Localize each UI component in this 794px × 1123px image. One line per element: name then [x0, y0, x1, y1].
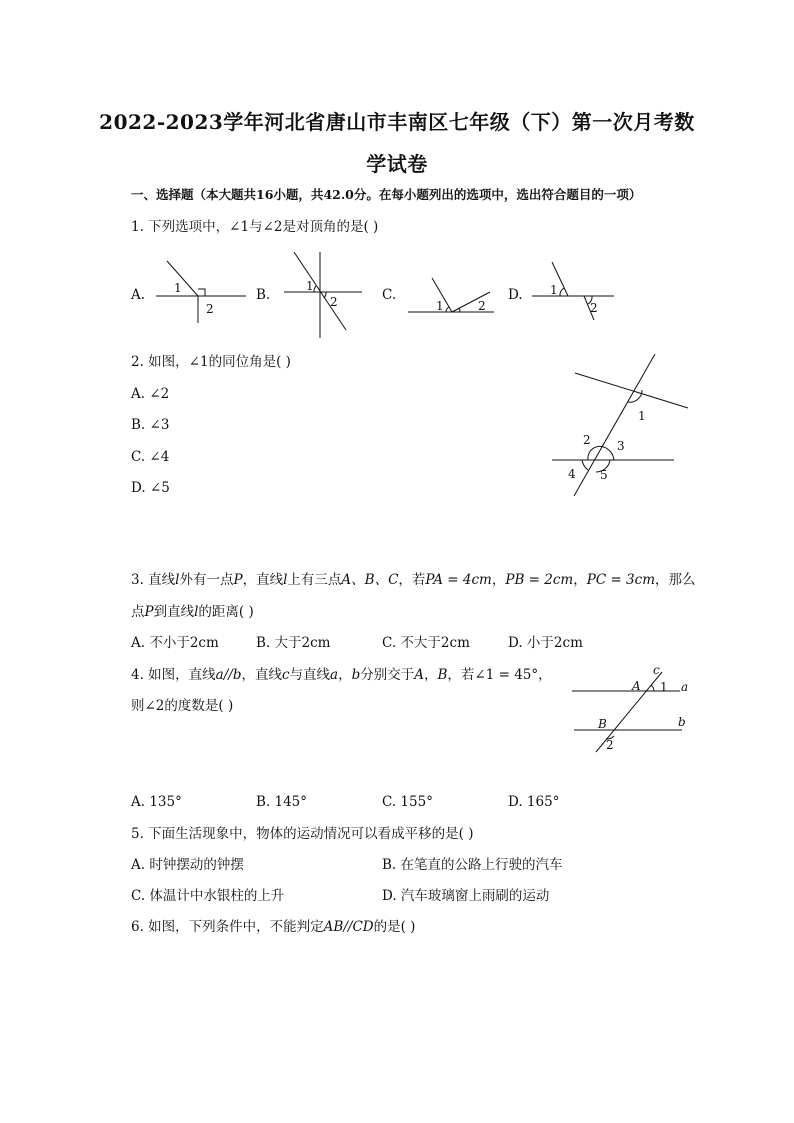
q3-l1: l — [175, 572, 180, 588]
q1d-label-2: 2 — [590, 301, 598, 315]
q3-option-b[interactable]: B. 大于2cm — [256, 635, 331, 651]
q4-figure — [568, 660, 698, 755]
q3-PC: PC = 3cm — [586, 572, 655, 588]
q6-stem-b: 的是( ) — [373, 919, 416, 935]
q3-option-c[interactable]: C. 不大于2cm — [382, 635, 470, 651]
q3-line2-l: l — [194, 604, 199, 620]
q4-stem-g: ，若 — [447, 667, 475, 683]
q3-stem-f: ，那么 — [655, 572, 696, 588]
exam-title-line2: 学试卷 — [366, 152, 428, 176]
q1-figure-c — [404, 268, 499, 318]
q4-label-B: B — [598, 717, 607, 731]
q4-label-A: A — [632, 679, 641, 693]
q3-stem-b: 外有一点 — [179, 572, 234, 588]
q4-ab: a//b — [215, 667, 242, 683]
q4-stem-e: 分别交于 — [360, 667, 415, 683]
q3-stem-a: 3. 直线 — [131, 572, 176, 588]
q4-option-a[interactable]: A. 135° — [131, 794, 182, 810]
q2-arc-2 — [588, 446, 606, 460]
q4-label-b: b — [678, 715, 686, 729]
q3-line2-c: 的距离( ) — [198, 604, 254, 620]
q5-stem: 5. 下面生活现象中，物体的运动情况可以看成平移的是( ) — [131, 826, 474, 842]
q4-option-c[interactable]: C. 155° — [382, 794, 433, 810]
q4-stem-line2: 则∠2的度数是( ) — [131, 698, 234, 714]
q2-label-3: 3 — [617, 439, 625, 453]
q2-label-1: 1 — [638, 409, 646, 423]
q2-transversal — [574, 354, 655, 496]
q4-arc-1 — [651, 685, 654, 691]
q5-option-a[interactable]: A. 时钟摆动的钟摆 — [131, 857, 244, 873]
q3-l2: l — [283, 572, 288, 588]
q3-stem-line1: 3. 直线l外有一点P，直线l上有三点A、B、C，若PA = 4cm，PB = 2cm，PC = 3cm，那么 — [131, 572, 696, 588]
q1c-label-1: 1 — [436, 299, 444, 313]
section-suffix: 分。在每小题列出的选项中，选出符合题目的一项） — [353, 187, 642, 202]
q1a-label-2: 2 — [206, 302, 214, 316]
q2-label-4: 4 — [568, 467, 576, 481]
q4-A: A — [414, 667, 424, 683]
q1-option-b-label[interactable]: B. — [256, 287, 271, 303]
q4-angle: ∠1 = 45° — [474, 667, 539, 683]
q4-stem-h: ， — [538, 667, 552, 683]
q1a-label-1: 1 — [174, 281, 182, 295]
q4-B: B — [437, 667, 448, 683]
q1a-oblique-ray — [167, 261, 198, 296]
q2-label-5: 5 — [600, 468, 608, 482]
q1b-label-1: 1 — [306, 279, 314, 293]
q3-stem-d: 上有三点 — [287, 572, 342, 588]
q3-stem-line2 — [131, 603, 254, 621]
q1-figure-b — [282, 250, 372, 340]
q4-stem-b: ，直线 — [241, 667, 282, 683]
q1-figure-d — [530, 258, 620, 323]
q3-line2-a: 点 — [131, 604, 145, 620]
q6-ab: AB//CD — [323, 919, 374, 935]
q1c-arc-1 — [446, 307, 449, 312]
q4-c: c — [281, 667, 290, 683]
q3-PB: PB = 2cm — [505, 572, 574, 588]
q4-a: a — [330, 667, 339, 683]
q5-option-b[interactable]: B. 在笔直的公路上行驶的汽车 — [382, 857, 563, 873]
q3-line2-P: P — [144, 604, 154, 620]
q4-stem-a: 4. 如图，直线 — [131, 667, 216, 683]
exam-title-line1: 2022-2023学年河北省唐山市丰南区七年级（下）第一次月考数 — [99, 110, 695, 134]
q1c-arc-2 — [459, 308, 460, 312]
section-score: 42.0 — [323, 187, 354, 202]
q3-option-d[interactable]: D. 小于2cm — [508, 635, 583, 651]
q4-stem-d: ， — [338, 667, 352, 683]
q2-upper-line — [575, 373, 688, 408]
q6-stem-a: 6. 如图，下列条件中，不能判定 — [131, 919, 324, 935]
q5-option-c[interactable]: C. 体温计中水银柱的上升 — [131, 888, 285, 904]
q4-label-c: c — [653, 663, 660, 677]
q1-figure-a — [150, 255, 250, 325]
q4-option-b[interactable]: B. 145° — [256, 794, 308, 810]
q1-option-d-label[interactable]: D. — [508, 287, 523, 303]
q1a-right-angle-mark — [198, 289, 205, 296]
section-count: 16 — [256, 187, 274, 202]
section-mid: 小题，共 — [273, 187, 324, 202]
q1-stem: 1. 下列选项中，∠1与∠2是对顶角的是( ) — [131, 219, 379, 235]
q4-label-1: 1 — [660, 680, 668, 694]
q5-option-d[interactable]: D. 汽车玻璃窗上雨刷的运动 — [382, 888, 550, 904]
q6-stem — [131, 918, 415, 936]
q2-label-2: 2 — [583, 433, 591, 447]
q4-option-d[interactable]: D. 165° — [508, 794, 560, 810]
q2-figure — [548, 350, 693, 500]
section-prefix: 一、选择题（本大题共 — [131, 187, 257, 202]
q1b-arc-1 — [314, 286, 316, 292]
q2-arc-4 — [582, 460, 588, 470]
q3-ABC: A、B、C — [341, 572, 399, 588]
q2-option-d[interactable]: D. ∠5 — [131, 480, 170, 496]
q4-stem-c: 与直线 — [289, 667, 331, 683]
q1b-label-2: 2 — [330, 295, 338, 309]
q3-P: P — [233, 572, 243, 588]
q2-stem: 2. 如图，∠1的同位角是( ) — [131, 354, 291, 370]
q4-b: b — [351, 667, 361, 683]
q3-option-a[interactable]: A. 不小于2cm — [131, 635, 219, 651]
q2-option-c[interactable]: C. ∠4 — [131, 449, 170, 465]
section-heading — [131, 186, 641, 204]
q1-option-c-label[interactable]: C. — [382, 287, 397, 303]
q1b-arc-2 — [324, 292, 326, 298]
q4-stem-f: ， — [424, 667, 438, 683]
q4-label-a: a — [681, 680, 689, 694]
q1d-label-1: 1 — [550, 283, 558, 297]
q1d-arc-1 — [560, 288, 564, 296]
q4-label-2: 2 — [606, 738, 614, 752]
q1-option-a-label[interactable]: A. — [131, 287, 146, 303]
q1c-label-2: 2 — [478, 299, 486, 313]
q3-stem-c: ，直线 — [242, 572, 284, 588]
q2-option-b[interactable]: B. ∠3 — [131, 417, 170, 433]
q2-option-a[interactable]: A. ∠2 — [131, 386, 170, 402]
q2-arc-3 — [606, 448, 614, 460]
q3-line2-b: 到直线 — [153, 604, 195, 620]
q4-stem-line1 — [131, 666, 552, 684]
q3-PA: PA = 4cm — [425, 572, 492, 588]
q3-stem-e: ，若 — [398, 572, 426, 588]
